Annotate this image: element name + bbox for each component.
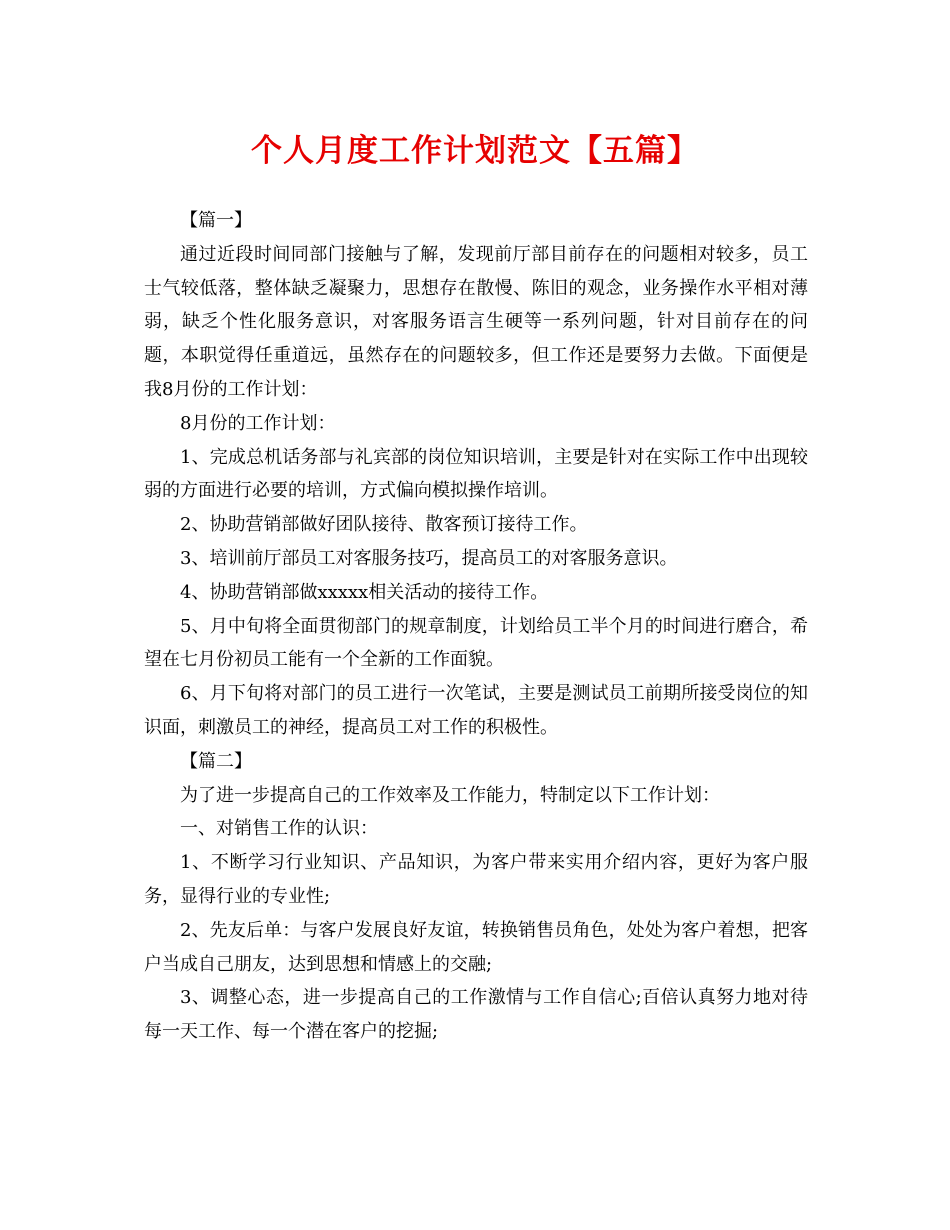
body-paragraph: 通过近段时间同部门接触与了解，发现前厅部目前存在的问题相对较多，员工士气较低落，整体缺乏凝聚力，思想存在散慢、陈旧的观念，业务操作水平相对薄弱，缺乏个性化服务意识，对客服务语言生硬等一系列问题，针对目前存在的问题，本职觉得任重道远，虽然存在的问题较多，但工作还是要努力去做。下面便是我8月份的工作计划：	[144, 243, 808, 400]
list-item: 6、月下旬将对部门的员工进行一次笔试，主要是测试员工前期所接受岗位的知识面，刺激员工的神经，提高员工对工作的积极性。	[144, 683, 808, 738]
body-paragraph: 8月份的工作计划：	[180, 412, 336, 434]
list-item: 5、月中旬将全面贯彻部门的规章制度，计划给员工半个月的时间进行磨合，希望在七月份初员工能有一个全新的工作面貌。	[144, 615, 808, 671]
list-item: 2、先友后单：与客户发展良好友谊，转换销售员角色，处处为客户着想，把客户当成自己朋友，达到思想和情感上的交融;	[144, 919, 808, 975]
body-paragraph: 为了进一步提高自己的工作效率及工作能力，特制定以下工作计划：	[180, 784, 720, 806]
section-heading: 【篇二】	[180, 750, 252, 772]
document-body	[144, 204, 808, 1049]
list-item: 3、调整心态，进一步提高自己的工作激情与工作自信心;百倍认真努力地对待每一天工作、每一个潜在客户的挖掘;	[144, 987, 808, 1043]
subsection-heading: 一、对销售工作的认识：	[180, 818, 378, 840]
list-item: 2、协助营销部做好团队接待、散客预订接待工作。	[180, 514, 588, 536]
list-item: 3、培训前厅部员工对客服务技巧，提高员工的对客服务意识。	[180, 547, 678, 569]
list-item: 4、协助营销部做xxxxx相关活动的接待工作。	[180, 581, 549, 603]
list-item: 1、不断学习行业知识、产品知识，为客户带来实用介绍内容，更好为客户服务，显得行业的专业性;	[144, 852, 808, 907]
document-title: 个人月度工作计划范文【五篇】	[251, 133, 699, 169]
list-item: 1、完成总机话务部与礼宾部的岗位知识培训，主要是针对在实际工作中出现较弱的方面进行必要的培训，方式偏向模拟操作培训。	[144, 446, 808, 502]
section-heading: 【篇一】	[180, 210, 252, 231]
